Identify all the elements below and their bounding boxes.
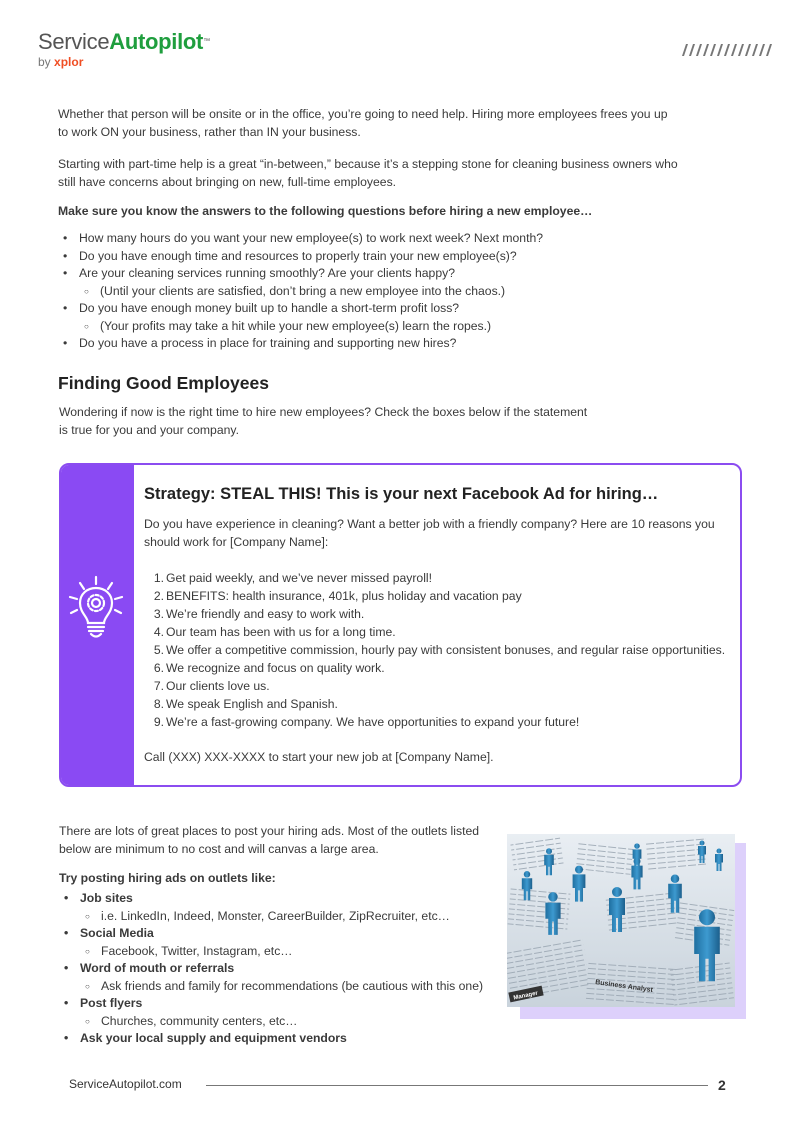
- list-number: 3.: [153, 607, 164, 621]
- page-number: 2: [718, 1077, 726, 1093]
- intro-paragraph-2: Starting with part-time help is a great “in-between,” because it’s a stepping stone for cleaning business owners who still have concerns about bringing on new, full-time employees.: [58, 157, 678, 189]
- photo-text-business-analyst: Business Analyst: [594, 979, 654, 995]
- strategy-callout: [59, 463, 742, 787]
- section-heading-finding: Finding Good Employees: [58, 373, 269, 393]
- list-text: We speak English and Spanish.: [166, 697, 338, 711]
- finding-text-line-2: is true for you and your company.: [59, 423, 239, 437]
- list-text: We recognize and focus on quality work.: [166, 661, 385, 675]
- logo-xplor-text: xplor: [54, 55, 84, 69]
- list-number: 9.: [153, 715, 164, 729]
- list-item: • Do you have a process in place for training and supporting new hires?: [58, 335, 543, 353]
- list-text: Our clients love us.: [166, 679, 270, 693]
- strategy-sidebar: [61, 465, 134, 785]
- logo-service-text: Service: [38, 29, 110, 54]
- list-item: [144, 605, 725, 623]
- logo-autopilot-text: Autopilot: [109, 29, 204, 54]
- outlets-heading: Try posting hiring ads on outlets like:: [59, 871, 276, 885]
- list-item: ○ Facebook, Twitter, Instagram, etc…: [59, 943, 483, 961]
- list-item: • Do you have enough time and resources to properly train your new employee(s)?: [58, 248, 543, 266]
- lightbulb-gear-icon: [66, 575, 126, 640]
- list-item: [144, 713, 725, 731]
- list-text: We’re friendly and easy to work with.: [166, 607, 365, 621]
- reasons-list: [144, 569, 725, 731]
- list-text: Get paid weekly, and we’ve never missed payroll!: [166, 571, 432, 585]
- list-number: 1.: [153, 571, 164, 585]
- outlets-intro-line-1: There are lots of great places to post your hiring ads. Most of the outlets listed: [59, 824, 480, 838]
- footer-website-link[interactable]: ServiceAutopilot.com: [69, 1077, 182, 1091]
- list-number: 7.: [153, 679, 164, 693]
- list-item: [144, 659, 725, 677]
- list-item: • Are your cleaning services running smoothly? Are your clients happy?: [58, 265, 543, 283]
- list-item: ○ (Until your clients are satisfied, don’t bring a new employee into the chaos.): [58, 283, 543, 301]
- intro-paragraph-1: Whether that person will be onsite or in the office, you’re going to need help. Hiring more employees frees you up to work ON your business, rather than IN your business.: [58, 107, 668, 139]
- questions-heading: Make sure you know the answers to the following questions before hiring a new employee…: [58, 204, 593, 218]
- list-item: [144, 569, 725, 587]
- list-item: • Social Media: [59, 925, 483, 943]
- list-number: 5.: [153, 643, 164, 657]
- photo-text-manager: Manager: [513, 990, 539, 1002]
- list-number: 6.: [153, 661, 164, 675]
- list-text: We offer a competitive commission, hourly pay with consistent bonuses, and regular raise opportunities.: [166, 643, 726, 657]
- questions-list: [58, 230, 543, 353]
- list-item: ○ i.e. LinkedIn, Indeed, Monster, CareerBuilder, ZipRecruiter, etc…: [59, 908, 483, 926]
- list-item: • Job sites: [59, 890, 483, 908]
- list-item: [144, 641, 725, 659]
- list-item: ○ (Your profits may take a hit while your new employee(s) learn the ropes.): [58, 318, 543, 336]
- list-text: BENEFITS: health insurance, 401k, plus holiday and vacation pay: [166, 589, 522, 603]
- list-number: 2.: [153, 589, 164, 603]
- logo-trademark: ™: [203, 38, 210, 45]
- outlets-intro-line-2: below are minimum to no cost and will canvas a large area.: [59, 842, 379, 856]
- recruitment-photo: [507, 834, 735, 1007]
- strategy-call-to-action: Call (XXX) XXX-XXXX to start your new job at [Company Name].: [144, 750, 494, 764]
- strategy-title: Strategy: STEAL THIS! This is your next Facebook Ad for hiring…: [144, 485, 659, 503]
- outlets-list: [59, 890, 483, 1048]
- strategy-intro: Do you have experience in cleaning? Want a better job with a friendly company? Here are 10 reasons you should work for [Company Name]:: [144, 517, 715, 549]
- list-text: We’re a fast-growing company. We have opportunities to expand your future!: [166, 715, 580, 729]
- list-item: • Post flyers: [59, 995, 483, 1013]
- logo-by-text: by: [38, 55, 51, 69]
- list-item: • Word of mouth or referrals: [59, 960, 483, 978]
- list-item: ○ Ask friends and family for recommendations (be cautious with this one): [59, 978, 483, 996]
- list-number: 8.: [153, 697, 164, 711]
- brand-logo: [38, 30, 210, 69]
- decorative-stripes-icon: [678, 44, 774, 56]
- list-number: 4.: [153, 625, 164, 639]
- list-item: [144, 677, 725, 695]
- footer-divider: [206, 1085, 708, 1086]
- list-item: • How many hours do you want your new employee(s) to work next week? Next month?: [58, 230, 543, 248]
- list-item: [144, 695, 725, 713]
- list-item: [144, 623, 725, 641]
- list-item: ○ Churches, community centers, etc…: [59, 1013, 483, 1031]
- finding-text-line-1: Wondering if now is the right time to hire new employees? Check the boxes below if the statement: [59, 405, 588, 419]
- list-item: [144, 587, 725, 605]
- list-item: • Do you have enough money built up to handle a short-term profit loss?: [58, 300, 543, 318]
- list-text: Our team has been with us for a long time.: [166, 625, 396, 639]
- list-item: • Ask your local supply and equipment vendors: [59, 1030, 483, 1048]
